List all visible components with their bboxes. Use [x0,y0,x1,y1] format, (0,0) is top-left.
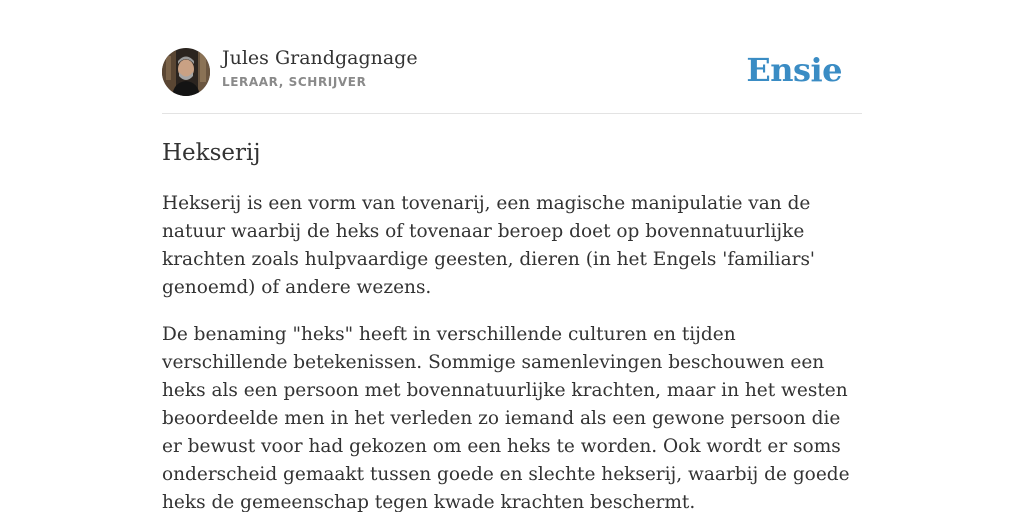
author-header [162,46,862,96]
header-divider [162,113,862,114]
author-role: LERAAR, SCHRIJVER [222,75,367,89]
article-paragraph: Hekserij is een vorm van tovenarij, een magische manipulatie van de natuur waarbij de heks of tovenaar beroep doet op bovennatuurlijke krachten zoals hulpvaardige geesten, dieren (in het Engels 'familiars' genoemd) of andere wezens. [162,193,816,298]
article-paragraph: De benaming "heks" heeft in verschillende culturen en tijden verschillende betekenissen. Sommige samenlevingen beschouwen een heks als een persoon met bovennatuurlijke krachten, maar in het westen beoordeelde men in het verleden zo iemand als een gewone persoon die er bewust voor had gekozen om een heks te worden. Ook wordt er soms onderscheid gemaakt tussen goede en slechte hekserij, waarbij de goede heks de gemeenschap tegen kwade krachten beschermt. [162,324,850,512]
author-avatar-image [162,48,210,96]
author-avatar[interactable] [162,48,210,96]
article-body [162,190,862,512]
author-name[interactable]: Jules Grandgagnage [222,47,418,69]
article-title: Hekserij [162,140,261,166]
brand-logo[interactable]: Ensie [746,51,842,89]
